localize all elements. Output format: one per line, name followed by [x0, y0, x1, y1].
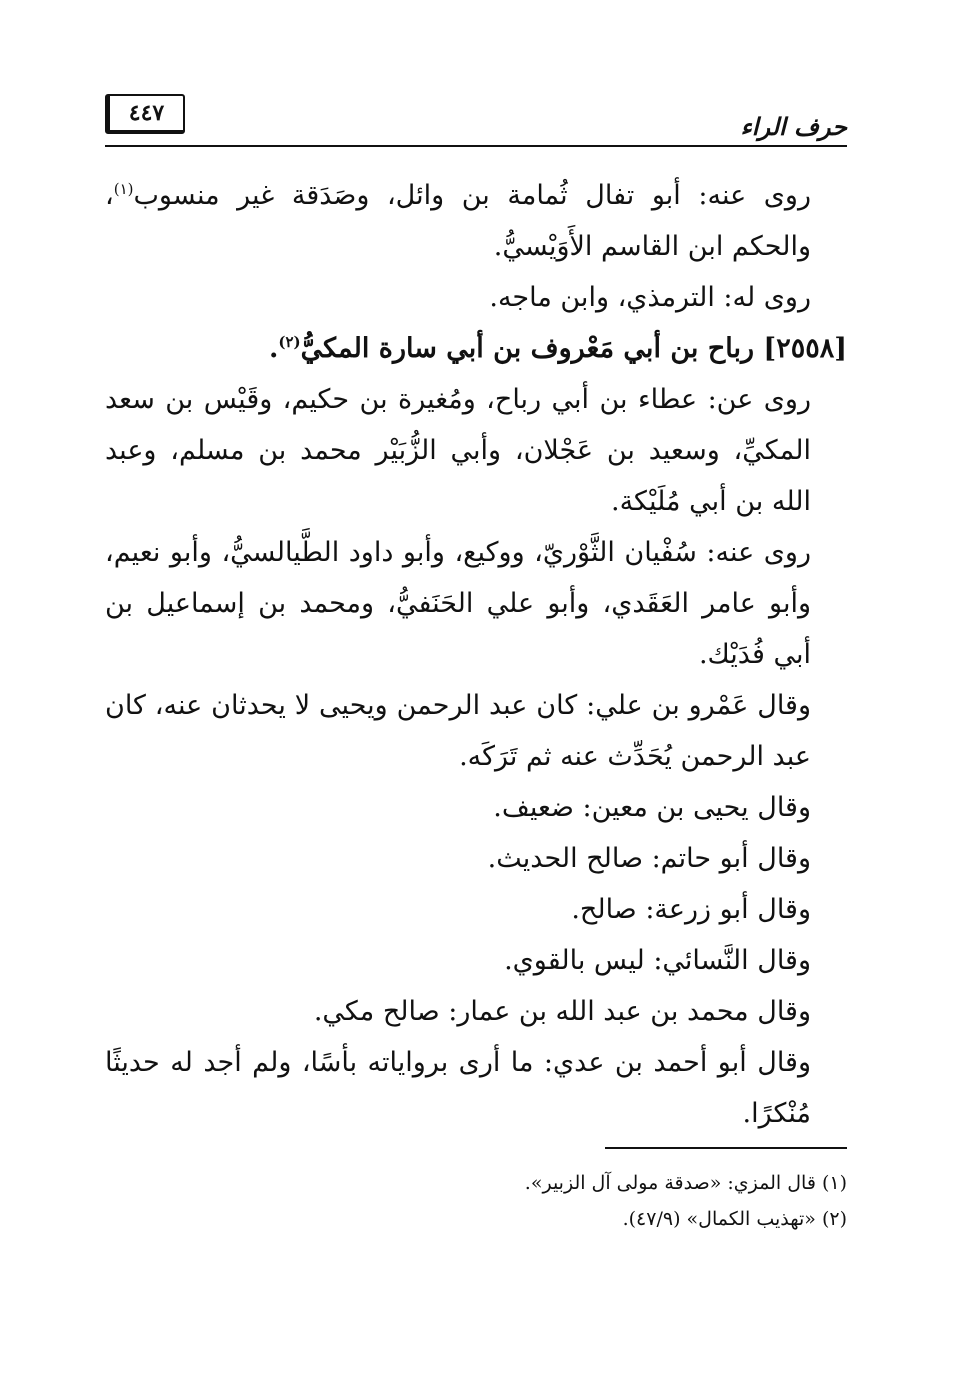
paragraph-abu-hatim: وقال أبو حاتم: صالح الحديث.: [487, 843, 811, 874]
paragraph-abu-zura: وقال أبو زرعة: صالح.: [571, 894, 811, 925]
paragraph-tail: ، والحكم ابن القاسم الأَوَيْسيُّ.: [105, 180, 811, 262]
paragraph-narrated-by-him: روى عنه: سُفْيان الثَّوْريّ، ووكيع، وأبو داود الطَّيالسيُّ، وأبو نعيم، وأبو عامر العَقَدي، وأبو علي الحَنَفيُّ، ومحمد بن إسماعيل بن أبي فُدَيْك.: [105, 537, 811, 670]
paragraph-nasai: وقال النَّسائي: ليس بالقوي.: [504, 945, 811, 976]
footnote-ref-1[interactable]: (١): [113, 180, 134, 198]
paragraph-amr-ibn-ali: وقال عَمْرو بن علي: كان عبد الرحمن ويحيى لا يحدثان عنه، كان عبد الرحمن يُحَدِّث عنه ثم تَرَكَه.: [105, 690, 811, 772]
page-number-box: [105, 94, 185, 134]
paragraph-ibn-main: وقال يحيى بن معين: ضعيف.: [493, 792, 811, 823]
footnote-2: (٢) «تهذيب الكمال» (٤٧/٩).: [622, 1208, 847, 1230]
paragraph-ibn-adi: وقال أبو أحمد بن عدي: ما أرى برواياته بأسًا، ولم أجد له حديثًا مُنْكرًا.: [105, 1047, 811, 1129]
footnote-1: (١) قال المزي: «صدقة مولى آل الزبير».: [524, 1172, 847, 1194]
chapter-title: حرف الراء: [740, 112, 847, 141]
entry-heading-tail: .: [268, 333, 279, 364]
paragraph-text: روى عنه: أبو تفال ثُمامة بن وائل، وصَدَقة غير منسوب: [133, 180, 811, 211]
entry-heading: [105, 323, 847, 374]
paragraph-narrators-from-him: [105, 170, 847, 272]
footnote-ref-2[interactable]: (٢): [278, 333, 301, 351]
paragraph-narrated-by: روى له: الترمذي، وابن ماجه.: [489, 282, 811, 313]
page-number: ٤٤٧: [128, 100, 165, 126]
page-header: [105, 92, 847, 148]
paragraph-ibn-ammar: وقال محمد بن عبد الله بن عمار: صالح مكي.: [313, 996, 811, 1027]
entry-heading-text: [٢٥٥٨] رباح بن أبي مَعْروف بن أبي سارة المكيُّ: [300, 333, 847, 364]
footnotes: [105, 1165, 847, 1237]
footnote-rule: [605, 1147, 847, 1149]
paragraph-narrated-from: روى عن: عطاء بن أبي رباح، ومُغيرة بن حكيم، وقَيْس بن سعد المكيِّ، وسعيد بن عَجْلان، وأبي الزُّبَيْر محمد بن مسلم، وعبد الله بن أبي مُلَيْكة.: [105, 384, 811, 517]
main-text: [105, 170, 847, 1139]
header-rule: [105, 145, 847, 147]
